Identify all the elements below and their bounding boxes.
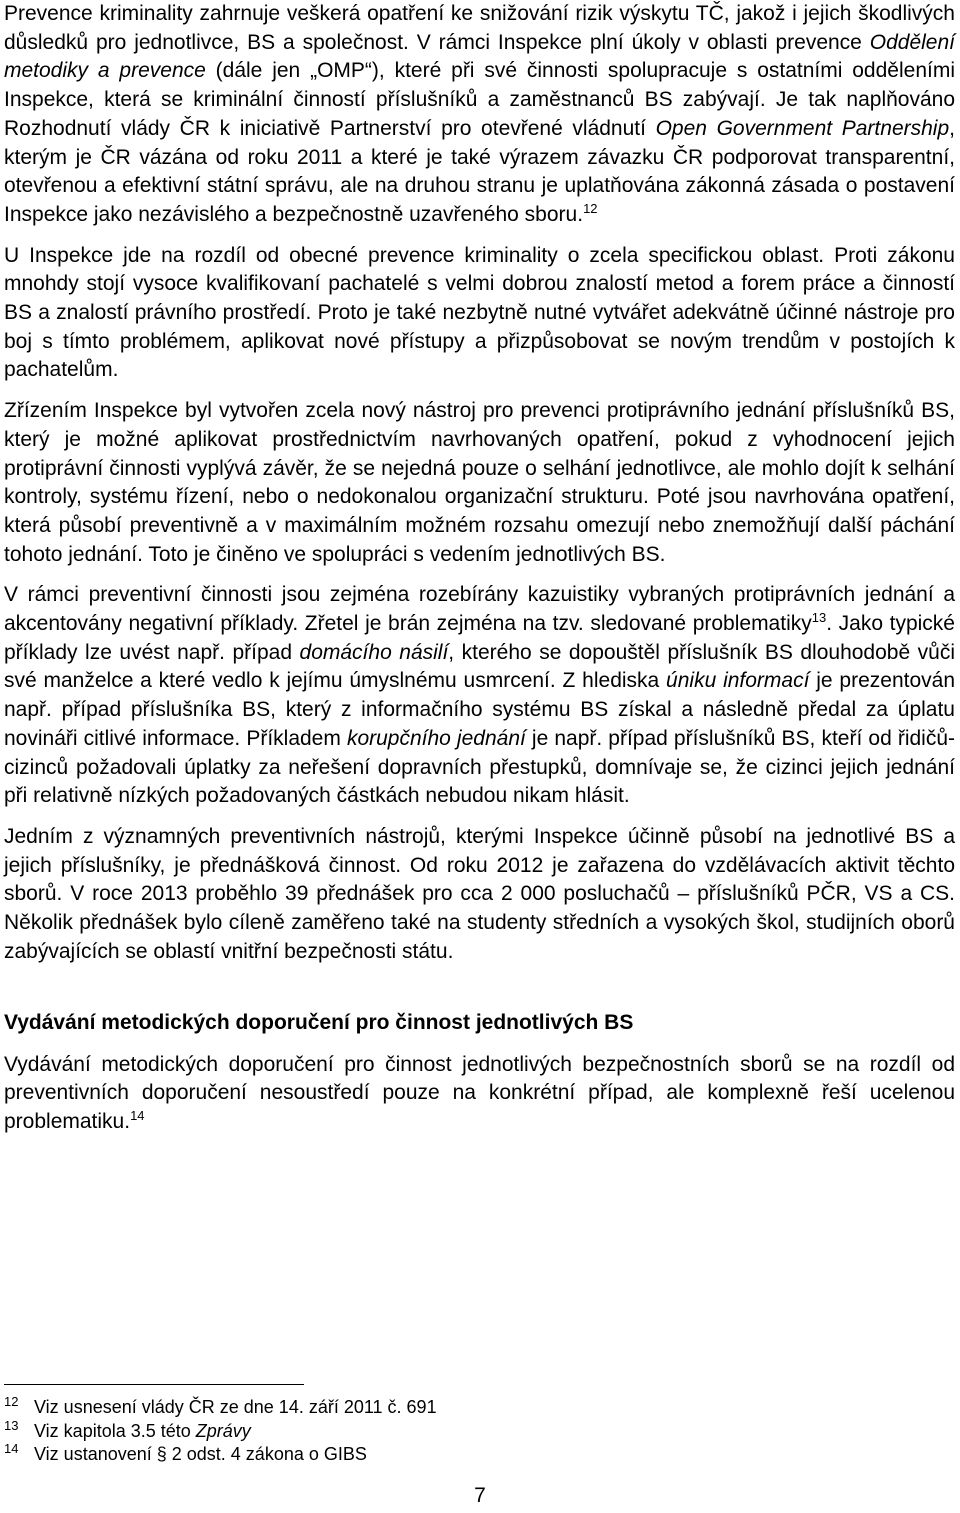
paragraph-methodical-recommendations: Vydávání metodických doporučení pro činnost jednotlivých bezpečnostních sborů se na rozdíl od preventivních doporučení nesoustředí pouze na konkrétní případ, ale komplexně řeší ucelenou problematiku.$^{14}$ [4, 1052, 955, 1133]
footnote-ref-14[interactable]: 14 [130, 1107, 145, 1123]
paragraph-lectures: Jedním z významných preventivních nástrojů, kterými Inspekce účinně působí na jednotlivé BS a jejich příslušníky, je přednášková činnost. Od roku 2012 je zařazena do vzdělávacích aktivit těchto sborů. V roce 2013 proběhlo 39 přednášek pro cca 2 000 posluchačů – příslušníků PČR, VS a CS. Několik přednášek bylo cíleně zaměřeno také na studenty středních a vysokých škol, studijních oborů zabývajících se oblastí vnitřní bezpečnosti státu. [4, 824, 955, 963]
section-heading: Vydávání metodických doporučení pro činnost jednotlivých BS [4, 1010, 634, 1034]
page-number: 7 [474, 1484, 486, 1507]
footnote-12: 12 Viz usnesení vlády ČR ze dne 14. září 2011 č. 691 [4, 1394, 437, 1417]
paragraph-preventive-activity: V rámci preventivní činnosti jsou zejména rozebírány kazuistiky vybraných protiprávních jednání a akcentovány negativní příklady. Zřetel je brán zejména na tzv. sledované problematiky$^{13}$. Jako typické příklady lze uvést např. případ domácího násilí, kterého se dopouštěl příslušník BS dlouhodobě vůči své manželce a které vedlo k jejímu úmyslnému usmrcení. Z hlediska úniku informací je prezentován např. případ příslušníka BS, který z informačního systému BS získal a následně předal za úplatu novináři citlivé informace. Příkladem korupčního jednání je např. případ příslušníků BS, kteří od řidičů-cizinců požadovali úplatky za neřešení dopravních přestupků, domnívaje se, že cizinci jejich jednání při relativně nízkých požadovaných částkách nebudou nikam hlásit. [4, 583, 956, 808]
paragraph-specific-area: U Inspekce jde na rozdíl od obecné prevence kriminality o zcela specifickou oblast. Proti zákonu mnohdy stojí vysoce kvalifikovaní pachatelé s velmi dobrou znalostí metod a forem práce a činností BS a znalostí právního prostředí. Proto je také nezbytně nutné vytvářet adekvátně účinné nástroje pro boj s tímto problémem, aplikovat nové přístupy a přizpůsobovat se novým trendům v postojích k pachatelům. [4, 243, 955, 382]
italic-ogp: Open Government Partnership [655, 116, 950, 140]
italic-omp: Oddělení metodiky a prevence [4, 30, 955, 83]
footnote-13: 13 Viz kapitola 3.5 této Zprávy [4, 1417, 251, 1441]
paragraph-new-tool: Zřízením Inspekce byl vytvořen zcela nový nástroj pro prevenci protiprávního jednání příslušníků BS, který je možné aplikovat prostřednictvím navrhovaných opatření, pokud z vyhodnocení jejich protiprávní činnosti vyplývá závěr, že se nejedná pouze o selhání jednotlivce, ale mohlo dojít k selhání kontroly, systému řízení, nebo o nedokonalou organizační strukturu. Poté jsou navrhována opatření, která působí preventivně a v maximálním možném rozsahu omezují nebo znemožňují další páchání tohoto jednání. Toto je činěno ve spolupráci s vedením jednotlivých BS. [4, 399, 955, 566]
footnote-ref-13[interactable]: 13 [811, 610, 827, 626]
footnote-separator [4, 1384, 304, 1385]
paragraph-crime-prevention: Prevence kriminality zahrnuje veškerá opatření ke snižování rizik výskytu TČ, jakož i jejich škodlivých důsledků pro jednotlivce, BS a společnost. V rámci Inspekce plní úkoly v oblasti prevence Oddělení metodiky a prevence (dále jen „OMP“), které při své činnosti spolupracuje s ostatními odděleními Inspekce, která se kriminální činností příslušníků a zaměstnanců BS zabývají. Je tak naplňováno Rozhodnutí vlády ČR k iniciativě Partnerství pro otevřené vládnutí Open Government Partnership, kterým je ČR vázána od roku 2011 a které je také výrazem závazku ČR podporovat transparentní, otevřenou a efektivní státní správu, ale na druhou stranu je uplatňována zákonná zásada o postavení Inspekce jako nezávislého a bezpečnostně uzavřeného sboru.$^{12}$ [4, 2, 955, 226]
document-page [4, 0, 955, 1137]
footnote-ref-12[interactable]: 12 [583, 200, 598, 216]
footnotes [4, 1396, 944, 1467]
footnote-14: 14 Viz ustanovení § 2 odst. 4 zákona o GIBS [4, 1441, 367, 1464]
